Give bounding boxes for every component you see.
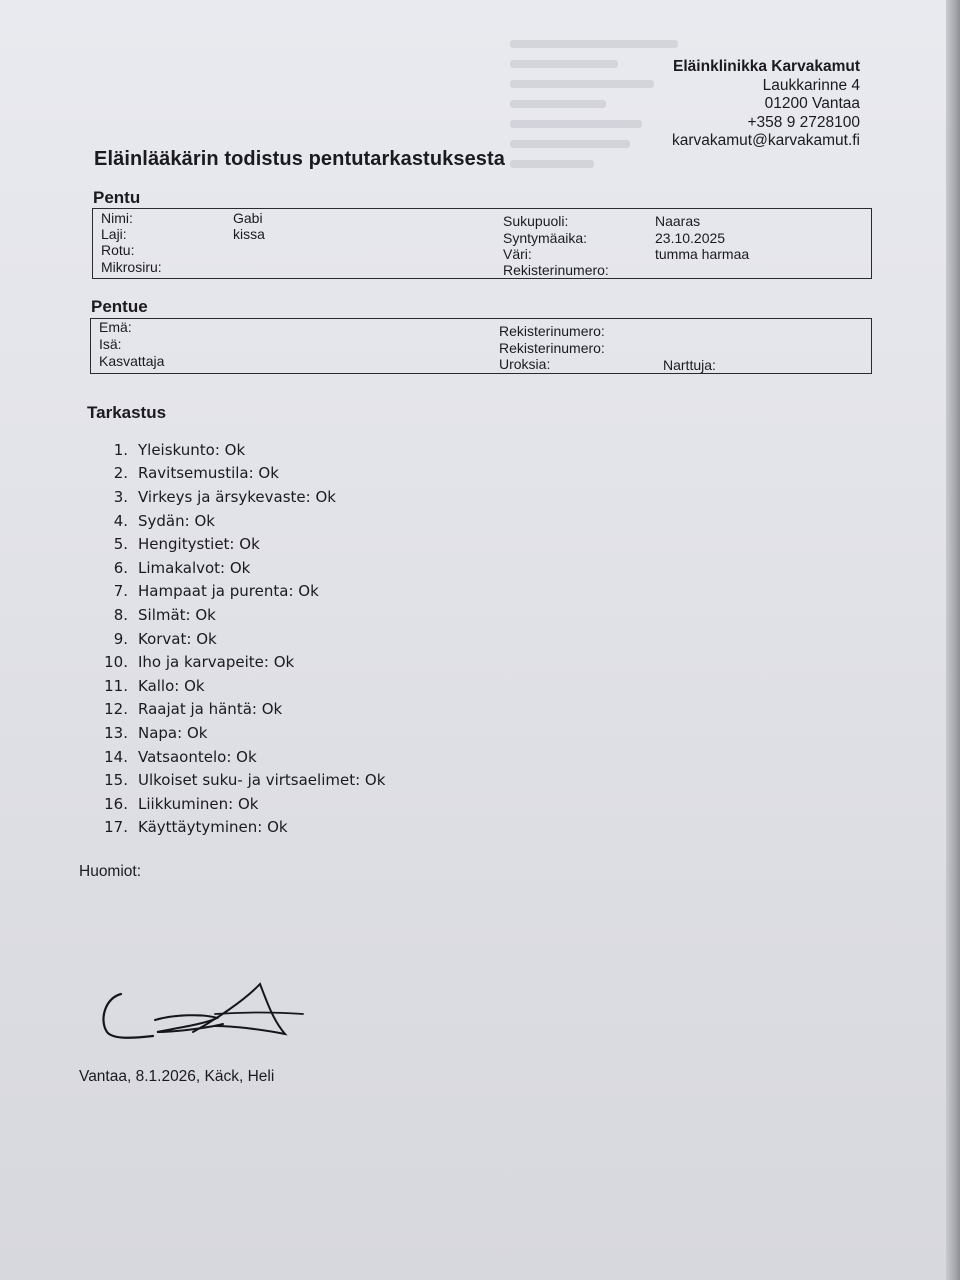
exam-item <box>100 650 385 674</box>
exam-item-text: Ravitsemustila: Ok <box>138 464 279 483</box>
exam-item-text: Käyttäytyminen: Ok <box>138 818 288 837</box>
exam-item <box>100 556 385 580</box>
exam-item-text: Raajat ja häntä: Ok <box>138 700 283 719</box>
exam-item-number: 3. <box>113 487 128 506</box>
exam-item-text: Korvat: Ok <box>138 629 217 648</box>
exam-item-number: 1. <box>113 440 128 459</box>
exam-item-text: Hampaat ja purenta: Ok <box>138 582 319 601</box>
mikrosiru-label: Mikrosiru: <box>101 259 162 275</box>
laji-label: Laji: <box>101 226 127 242</box>
exam-item <box>100 816 385 840</box>
notes-label: Huomiot: <box>79 863 142 880</box>
exam-item-number: 12. <box>104 700 128 719</box>
exam-item-number: 17. <box>104 818 128 837</box>
clinic-city: 01200 Vantaa <box>764 95 860 112</box>
isa-label: Isä: <box>99 336 122 352</box>
exam-item-number: 10. <box>104 653 128 672</box>
examination-list <box>100 438 385 839</box>
document-title: Eläinlääkärin todistus pentutarkastuksesta <box>94 148 506 170</box>
sukupuoli-label: Sukupuoli: <box>503 213 569 229</box>
exam-item <box>100 603 385 627</box>
exam-item-text: Sydän: Ok <box>138 511 215 530</box>
place-date-signer: Vantaa, 8.1.2026, Käck, Heli <box>79 1068 275 1085</box>
exam-item-text: Kallo: Ok <box>138 676 205 695</box>
exam-item-number: 2. <box>113 464 128 483</box>
exam-item-number: 6. <box>113 558 128 577</box>
rekisterinumero-ema-label: Rekisterinumero: <box>499 323 605 339</box>
syntymaaika-value: 23.10.2025 <box>655 230 726 246</box>
exam-item-text: Liikkuminen: Ok <box>138 794 259 813</box>
pentue-info-box <box>90 318 872 374</box>
exam-item <box>100 509 385 533</box>
exam-item <box>100 485 385 509</box>
exam-item-number: 16. <box>104 794 128 813</box>
vari-value: tumma harmaa <box>655 246 750 262</box>
page-edge <box>946 0 960 1280</box>
exam-item-number: 9. <box>113 629 128 648</box>
syntymaaika-label: Syntymäaika: <box>503 230 588 246</box>
nimi-value: Gabi <box>233 210 263 226</box>
sukupuoli-value: Naaras <box>655 213 701 229</box>
pentu-section-label: Pentu <box>93 188 141 207</box>
rekisterinumero-isa-label: Rekisterinumero: <box>499 340 605 356</box>
clinic-address-block <box>672 58 860 151</box>
exam-item-text: Ulkoiset suku- ja virtsaelimet: Ok <box>138 771 386 790</box>
narttuja-label: Narttuja: <box>663 357 716 373</box>
rotu-label: Rotu: <box>101 242 135 258</box>
clinic-street: Laukkarinne 4 <box>762 76 860 94</box>
exam-item-number: 11. <box>104 676 128 695</box>
laji-value: kissa <box>233 226 265 242</box>
clinic-name: Eläinklinikka Karvakamut <box>673 58 860 75</box>
exam-item-number: 14. <box>104 747 128 766</box>
exam-item-text: Limakalvot: Ok <box>138 558 251 577</box>
uroksia-label: Uroksia: <box>499 356 551 372</box>
nimi-label: Nimi: <box>101 210 133 226</box>
exam-item-number: 7. <box>113 582 128 601</box>
rekisterinumero-label: Rekisterinumero: <box>503 262 609 278</box>
clinic-phone: +358 9 2728100 <box>747 113 860 131</box>
exam-item-number: 8. <box>113 605 128 624</box>
exam-item <box>100 532 385 556</box>
exam-item-text: Virkeys ja ärsykevaste: Ok <box>138 487 336 506</box>
tarkastus-heading: Tarkastus <box>87 403 167 422</box>
handwritten-signature <box>95 980 315 1050</box>
exam-item-text: Iho ja karvapeite: Ok <box>138 653 295 672</box>
exam-item <box>100 580 385 604</box>
ema-label: Emä: <box>99 319 132 335</box>
exam-item <box>100 792 385 816</box>
exam-item <box>100 438 385 462</box>
exam-item-number: 4. <box>113 511 128 530</box>
clinic-email: karvakamut@karvakamut.fi <box>671 132 860 149</box>
exam-item-number: 15. <box>104 771 128 790</box>
exam-item-text: Hengitystiet: Ok <box>138 535 260 554</box>
pentue-section-label: Pentue <box>91 297 148 316</box>
exam-item-number: 13. <box>104 723 128 742</box>
exam-item-text: Silmät: Ok <box>138 605 216 624</box>
exam-item <box>100 768 385 792</box>
exam-item <box>100 674 385 698</box>
exam-item <box>100 745 385 769</box>
exam-item <box>100 721 385 745</box>
kasvattaja-label: Kasvattaja <box>99 353 165 369</box>
exam-item <box>100 627 385 651</box>
exam-item <box>100 462 385 486</box>
exam-item-text: Yleiskunto: Ok <box>138 440 246 459</box>
vari-label: Väri: <box>503 246 532 262</box>
exam-item-number: 5. <box>113 535 128 554</box>
exam-item-text: Napa: Ok <box>138 723 208 742</box>
pentu-info-box <box>92 208 872 279</box>
exam-item <box>100 698 385 722</box>
exam-item-text: Vatsaontelo: Ok <box>138 747 257 766</box>
